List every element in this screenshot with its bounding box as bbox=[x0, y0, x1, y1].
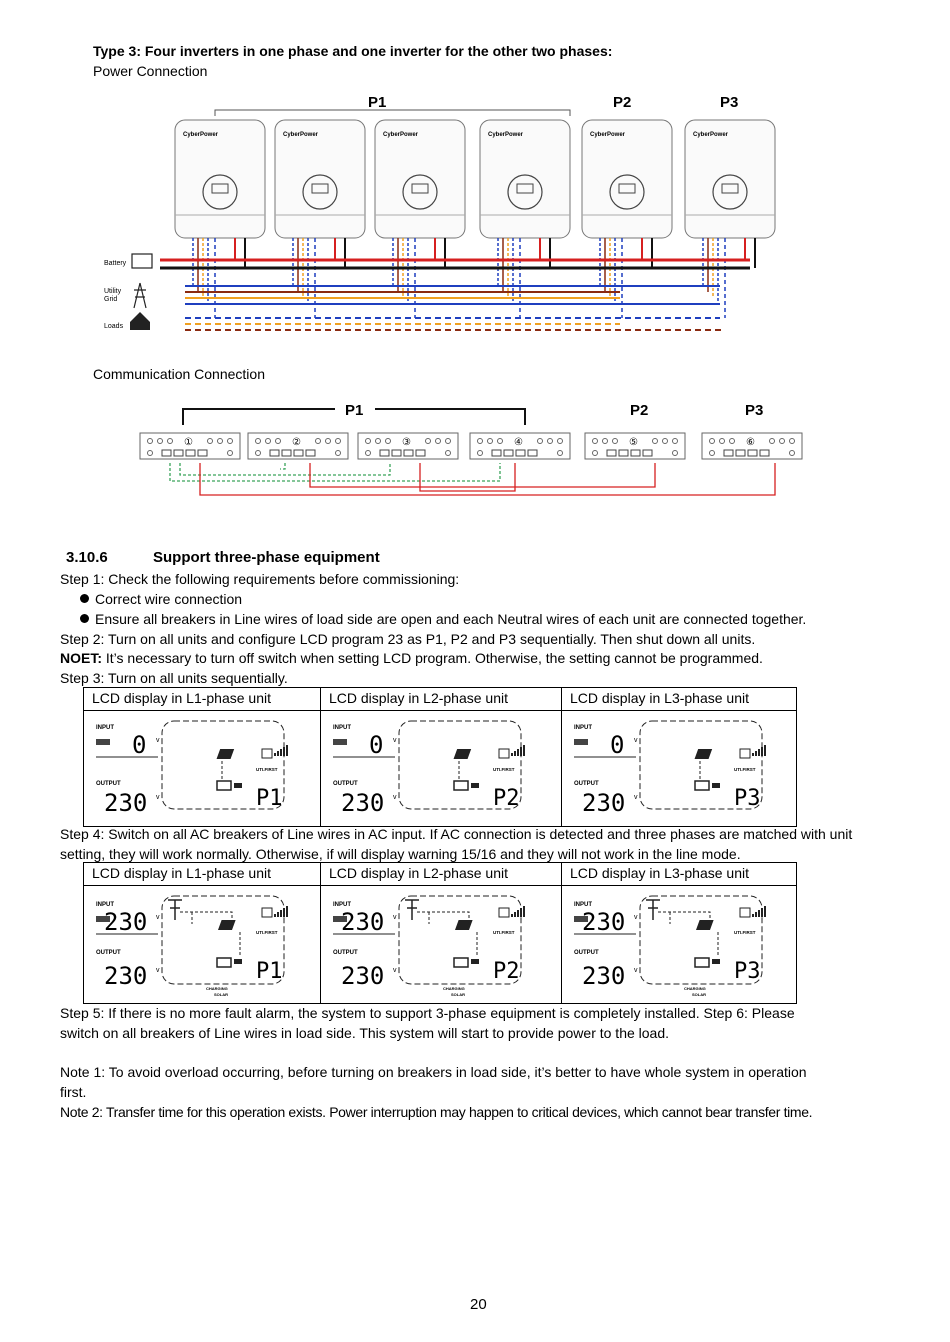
inverter-brand: CyberPower bbox=[488, 132, 524, 138]
inverter-brand: CyberPower bbox=[283, 132, 319, 138]
page-number: 20 bbox=[470, 1296, 487, 1313]
noet-text: It’s necessary to turn off switch when setting LCD program. Otherwise, the setting cannot be programmed. bbox=[102, 650, 763, 666]
phase-label-p3: P3 bbox=[720, 94, 739, 111]
lcd-charging-label: CHARGING bbox=[684, 986, 706, 991]
step5-line1: Step 5: If there is no more fault alarm, the system to support 3-phase equipment is completely installed. Step 6: Please bbox=[60, 1005, 795, 1021]
table1-cell-l2 bbox=[321, 711, 562, 827]
lcd-phase-code: P2 bbox=[493, 786, 520, 811]
lcd-charging-label: CHARGING bbox=[443, 986, 465, 991]
inverter-unit bbox=[582, 120, 672, 318]
note1-line2: first. bbox=[60, 1084, 87, 1100]
lcd-unit-v: v bbox=[634, 914, 638, 921]
lcd-mode-label: UTI.FIRST bbox=[493, 767, 515, 772]
lcd-load-icon bbox=[499, 749, 509, 758]
lcd-ac-icon bbox=[333, 739, 347, 745]
noet-label: NOET: bbox=[60, 650, 102, 666]
table1-header-l2: LCD display in L2-phase unit bbox=[321, 688, 562, 711]
comm-unit-panel bbox=[140, 433, 240, 459]
bullet-dot-icon bbox=[80, 614, 89, 623]
lcd-input-value: 0 bbox=[369, 731, 384, 759]
bullet-dot-icon bbox=[80, 594, 89, 603]
comm-unit-panel bbox=[470, 433, 570, 459]
table2-cell-l1 bbox=[84, 886, 321, 1004]
unit-number-label: ② bbox=[292, 437, 301, 448]
lcd-output-value: 230 bbox=[341, 789, 385, 817]
power-connection-label: Power Connection bbox=[93, 63, 208, 79]
lcd-tower-icon bbox=[405, 900, 419, 920]
note1-line1: Note 1: To avoid overload occurring, before turning on breakers in load side, it’s better to have whole system in operation bbox=[60, 1064, 807, 1080]
lcd-mode-label: UTI.FIRST bbox=[493, 930, 515, 935]
type3-title: Type 3: Four inverters in one phase and one inverter for the other two phases: bbox=[93, 43, 613, 59]
comm-unit-panel bbox=[702, 433, 802, 459]
lcd-unit-v: v bbox=[393, 967, 397, 974]
table1-header-l3: LCD display in L3-phase unit bbox=[562, 688, 797, 711]
lcd-output-value: 230 bbox=[341, 962, 385, 990]
comm-phase-label-p1: P1 bbox=[345, 402, 364, 419]
lcd-mode-label: UTI.FIRST bbox=[734, 767, 756, 772]
lcd-phase-code: P1 bbox=[256, 786, 283, 811]
inverter-brand: CyberPower bbox=[183, 132, 219, 138]
utility-label-line2: Grid bbox=[104, 296, 118, 303]
inverter-brand: CyberPower bbox=[383, 132, 419, 138]
lcd-phase-code: P1 bbox=[256, 959, 283, 984]
table2-cell-l3 bbox=[562, 886, 797, 1004]
lcd-tower-icon bbox=[168, 900, 182, 920]
step4-line2: setting, they will work normally. Otherwise, if will display warning 15/16 and they will not work in the line mode. bbox=[60, 846, 741, 862]
lcd-unit-v: v bbox=[393, 737, 397, 744]
lcd-load-icon bbox=[499, 908, 509, 917]
lcd-inverter-icon bbox=[218, 920, 236, 930]
lcd-phase-code: P3 bbox=[734, 959, 761, 984]
lcd-output-value: 230 bbox=[582, 789, 626, 817]
lcd-output-label: OUTPUT bbox=[96, 781, 121, 787]
lcd-unit-v: v bbox=[156, 794, 160, 801]
step2-text: Step 2: Turn on all units and configure LCD program 23 as P1, P2 and P3 sequentially. Then shut down all units. bbox=[60, 631, 756, 647]
inverter-unit bbox=[175, 120, 265, 318]
communication-diagram bbox=[135, 395, 815, 505]
step5-line2: switch on all breakers of Line wires in load side. This system will start to provide power to the load. bbox=[60, 1025, 670, 1041]
communication-connection-label: Communication Connection bbox=[93, 366, 265, 382]
lcd-unit-v: v bbox=[634, 794, 638, 801]
unit-number-label: ④ bbox=[514, 437, 523, 448]
lcd-input-label: INPUT bbox=[96, 902, 114, 908]
lcd-tower-icon bbox=[646, 900, 660, 920]
lcd-inverter-icon bbox=[696, 920, 714, 930]
lcd-unit-v: v bbox=[393, 914, 397, 921]
lcd-output-value: 230 bbox=[104, 789, 148, 817]
lcd-input-label: INPUT bbox=[96, 725, 114, 731]
lcd-battery-icon bbox=[217, 958, 231, 967]
lcd-inverter-icon bbox=[455, 920, 473, 930]
comm-phase-label-p2: P2 bbox=[630, 402, 649, 419]
section-title: Support three-phase equipment bbox=[153, 549, 380, 566]
inverter-unit bbox=[375, 120, 465, 318]
phase-label-p1: P1 bbox=[368, 94, 387, 111]
lcd-mode-label: UTI.FIRST bbox=[256, 930, 278, 935]
lcd-output-label: OUTPUT bbox=[574, 950, 599, 956]
bullet-item-2 bbox=[80, 610, 806, 628]
lcd-display-l2-line-mode bbox=[321, 886, 561, 1000]
lcd-mode-label: UTI.FIRST bbox=[734, 930, 756, 935]
lcd-battery-icon bbox=[695, 781, 709, 790]
lcd-solar-label: SOLAR bbox=[451, 992, 465, 997]
lcd-ac-icon bbox=[574, 739, 588, 745]
lcd-battery-icon bbox=[695, 958, 709, 967]
lcd-output-label: OUTPUT bbox=[574, 781, 599, 787]
table2-cell-l2 bbox=[321, 886, 562, 1004]
lcd-ac-icon bbox=[96, 739, 110, 745]
lcd-input-value: 230 bbox=[104, 908, 148, 936]
section-number: 3.10.6 bbox=[66, 549, 108, 566]
lcd-inverter-icon bbox=[217, 749, 235, 759]
lcd-inverter-icon bbox=[454, 749, 472, 759]
lcd-load-icon bbox=[740, 749, 750, 758]
table2-header-l1: LCD display in L1-phase unit bbox=[84, 863, 321, 886]
unit-number-label: ⑤ bbox=[629, 437, 638, 448]
lcd-inverter-icon bbox=[695, 749, 713, 759]
lcd-output-label: OUTPUT bbox=[96, 950, 121, 956]
lcd-table-step3 bbox=[83, 687, 797, 827]
unit-number-label: ① bbox=[184, 437, 193, 448]
lcd-battery-icon bbox=[454, 781, 468, 790]
lcd-mode-label: UTI.FIRST bbox=[256, 767, 278, 772]
lcd-output-label: OUTPUT bbox=[333, 950, 358, 956]
comm-phase-label-p3: P3 bbox=[745, 402, 764, 419]
lcd-unit-v: v bbox=[156, 914, 160, 921]
utility-label-line1: Utility bbox=[104, 288, 122, 295]
inverter-unit bbox=[480, 120, 570, 318]
inverter-brand: CyberPower bbox=[590, 132, 626, 138]
lcd-unit-v: v bbox=[393, 794, 397, 801]
lcd-battery-icon bbox=[454, 958, 468, 967]
lcd-display-l3 bbox=[562, 711, 796, 823]
lcd-input-label: INPUT bbox=[333, 902, 351, 908]
step4-line1: Step 4: Switch on all AC breakers of Line wires in AC input. If AC connection is detected and three phases are matched with unit bbox=[60, 826, 853, 842]
lcd-battery-icon bbox=[217, 781, 231, 790]
step1-text: Step 1: Check the following requirements before commissioning: bbox=[60, 571, 460, 587]
bullet-text-2: Ensure all breakers in Line wires of load side are open and each Neutral wires of each unit are connected together. bbox=[95, 611, 807, 627]
lcd-output-value: 230 bbox=[582, 962, 626, 990]
table2-header-l2: LCD display in L2-phase unit bbox=[321, 863, 562, 886]
lcd-unit-v: v bbox=[156, 737, 160, 744]
unit-number-label: ③ bbox=[402, 437, 411, 448]
lcd-display-l2 bbox=[321, 711, 561, 823]
table1-header-l1: LCD display in L1-phase unit bbox=[84, 688, 321, 711]
lcd-unit-v: v bbox=[634, 967, 638, 974]
battery-icon bbox=[132, 254, 152, 268]
unit-number-label: ⑥ bbox=[746, 437, 755, 448]
step3-text: Step 3: Turn on all units sequentially. bbox=[60, 670, 288, 686]
comm-unit-panel bbox=[358, 433, 458, 459]
lcd-input-value: 0 bbox=[610, 731, 625, 759]
comm-unit-panel bbox=[585, 433, 685, 459]
noet-line bbox=[60, 649, 763, 667]
inverter-brand: CyberPower bbox=[693, 132, 729, 138]
phase-label-p2: P2 bbox=[613, 94, 632, 111]
lcd-input-value: 0 bbox=[132, 731, 147, 759]
lcd-load-icon bbox=[740, 908, 750, 917]
lcd-load-icon bbox=[262, 908, 272, 917]
bullet-item-1 bbox=[80, 590, 242, 608]
comm-unit-panel bbox=[248, 433, 348, 459]
lcd-input-label: INPUT bbox=[574, 902, 592, 908]
house-icon bbox=[130, 312, 150, 330]
battery-label: Battery bbox=[104, 260, 127, 267]
lcd-solar-label: SOLAR bbox=[214, 992, 228, 997]
lcd-output-value: 230 bbox=[104, 962, 148, 990]
lcd-input-value: 230 bbox=[582, 908, 626, 936]
lcd-table-step4 bbox=[83, 862, 797, 1004]
utility-tower-icon bbox=[134, 283, 146, 308]
lcd-unit-v: v bbox=[634, 737, 638, 744]
lcd-solar-label: SOLAR bbox=[692, 992, 706, 997]
inverter-unit bbox=[685, 120, 775, 318]
lcd-display-l1-line-mode bbox=[84, 886, 320, 1000]
lcd-input-label: INPUT bbox=[333, 725, 351, 731]
lcd-phase-code: P2 bbox=[493, 959, 520, 984]
lcd-input-label: INPUT bbox=[574, 725, 592, 731]
inverter-unit bbox=[275, 120, 365, 318]
lcd-display-l1 bbox=[84, 711, 320, 823]
lcd-display-l3-line-mode bbox=[562, 886, 796, 1000]
lcd-unit-v: v bbox=[156, 967, 160, 974]
lcd-charging-label: CHARGING bbox=[206, 986, 228, 991]
bullet-text-1: Correct wire connection bbox=[95, 591, 243, 607]
lcd-input-value: 230 bbox=[341, 908, 385, 936]
table1-cell-l1 bbox=[84, 711, 321, 827]
loads-label: Loads bbox=[104, 323, 124, 330]
table1-cell-l3 bbox=[562, 711, 797, 827]
lcd-load-icon bbox=[262, 749, 272, 758]
lcd-phase-code: P3 bbox=[734, 786, 761, 811]
note2-text: Note 2: Transfer time for this operation exists. Power interruption may happen to critical devices, which cannot bear transfer time. bbox=[60, 1104, 813, 1120]
table2-header-l3: LCD display in L3-phase unit bbox=[562, 863, 797, 886]
lcd-output-label: OUTPUT bbox=[333, 781, 358, 787]
power-connection-diagram bbox=[100, 90, 790, 340]
